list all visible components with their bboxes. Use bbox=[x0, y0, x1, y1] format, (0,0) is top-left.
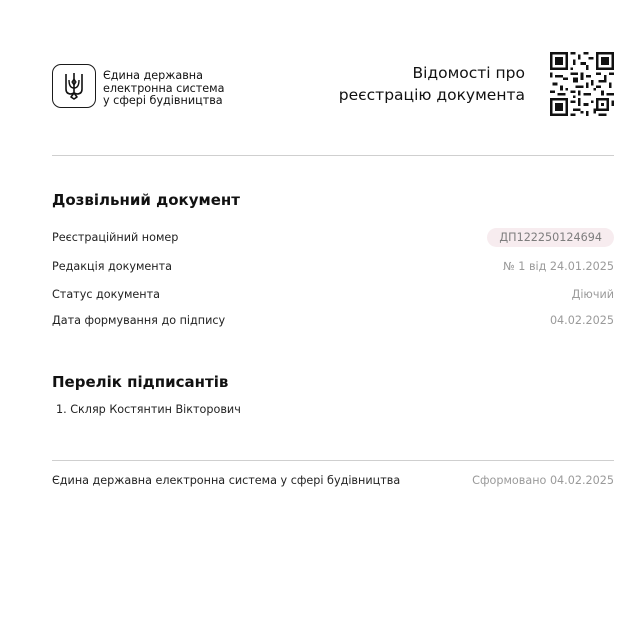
field-label: Реєстраційний номер bbox=[52, 231, 179, 244]
org-name bbox=[103, 70, 224, 108]
document-title-line: реєстрацію документа bbox=[338, 86, 525, 104]
section-title-permit: Дозвільний документ bbox=[52, 191, 240, 209]
section-title-signers: Перелік підписантів bbox=[52, 373, 229, 391]
field-row-revision bbox=[52, 257, 614, 277]
footer-org-name: Єдина державна електронна система у сфері будівництва bbox=[52, 474, 401, 487]
field-label: Статус документа bbox=[52, 288, 160, 301]
registration-number-badge: ДП122250124694 bbox=[487, 228, 614, 247]
qr-code-icon bbox=[550, 52, 614, 116]
field-row-status bbox=[52, 285, 614, 305]
org-name-line: Єдина державна bbox=[103, 69, 203, 82]
divider bbox=[52, 155, 614, 156]
field-label: Дата формування до підпису bbox=[52, 314, 226, 327]
field-row-registration-number bbox=[52, 228, 614, 248]
trident-coat-of-arms-icon bbox=[52, 64, 96, 108]
field-value: 04.02.2025 bbox=[549, 314, 614, 327]
document-title-line: Відомості про bbox=[412, 64, 525, 82]
field-label: Редакція документа bbox=[52, 260, 172, 273]
divider bbox=[52, 460, 614, 461]
field-value: № 1 від 24.01.2025 bbox=[503, 260, 614, 273]
footer-generated-date: Сформовано 04.02.2025 bbox=[472, 474, 614, 487]
org-name-line: у сфері будівництва bbox=[103, 94, 223, 108]
page-header bbox=[52, 52, 614, 122]
document-title bbox=[339, 62, 525, 106]
status-value: Діючий bbox=[571, 288, 614, 301]
field-row-signing-date bbox=[52, 311, 614, 331]
signer-list-item: 1. Скляр Костянтин Вікторович bbox=[56, 403, 241, 416]
org-name-line: електронна система bbox=[103, 81, 225, 95]
